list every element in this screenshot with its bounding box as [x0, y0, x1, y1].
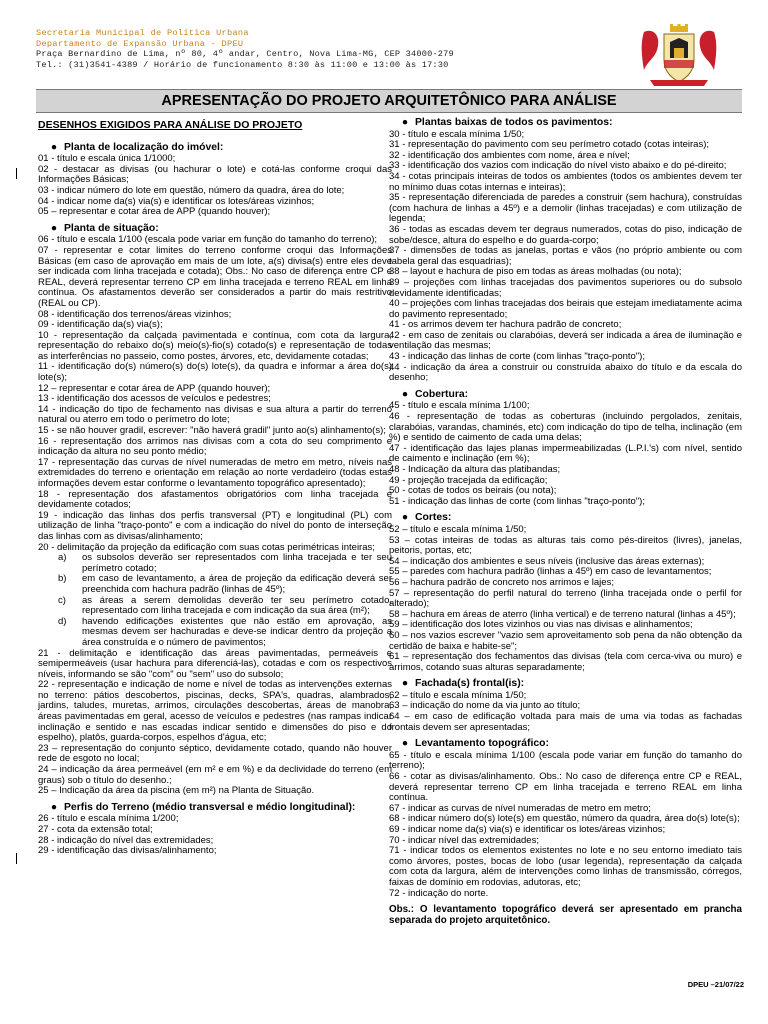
list-item: 34 - cotas principais inteiras de todos os ambientes (todos os ambientes devem ter no mínimo duas cotas internas e inteiras);: [389, 170, 742, 193]
text-cursor-mark: [16, 168, 17, 179]
list-item: 60 – nos vazios escrever "vazio sem aproveitamento sob pena da não obtenção da certidão de baixa e habite-se";: [389, 629, 742, 652]
list-item: 19 - indicação das linhas dos perfis transversal (PT) e longitudinal (PL) com utilização de linha "traço-ponto" e com a indicação do nível do ponto de interseção das linhas com as divisas/alinhamento;: [38, 509, 392, 542]
section-planta-situacao: ● Planta de situação:: [38, 224, 392, 235]
list-item: 47 - identificação das lajes planas impermeabilizadas (L.P.I.'s) com nível, sentido de caimento e inclinação (em %);: [389, 442, 742, 465]
list-item: 09 - identificação da(s) via(s);: [38, 319, 163, 331]
list-item: 02 - destacar as divisas (ou hachurar o lote) e cotá-las conforme croqui das Informações Básicas;: [38, 163, 392, 186]
list-item: 70 - indicar nível das extremidades;: [389, 834, 539, 846]
list-item: 18 - representação dos afastamentos obrigatórios com linha tracejada e devidamente cotados;: [38, 488, 392, 511]
bullet-icon: ●: [401, 678, 409, 690]
list-item: 30 - título e escala mínima 1/50;: [389, 128, 525, 140]
list-item: 26 - título e escala mínima 1/200;: [38, 813, 179, 825]
list-item: 64 – em caso de edificação voltada para mais de uma via todas as fachadas frontais devem ser apresentadas;: [389, 711, 742, 733]
list-item: 69 - indicar nome da(s) via(s) e identificar os lotes/áreas vizinhos;: [389, 824, 666, 835]
list-item: 07 - representar e cotar limites do terreno conforme croqui das Informações Básicas (em caso de aprovação em mais de um lote, a(s) divisa(s) entre eles deve ser indicada com linha tracejada e cotada); Obs.: No caso de diferença entre CP e REAL, deverá representar terreno CP em linha tracejada e terreno REAL em linha contínua. Os afastamentos deverão ser considerados a partir do mais restritivo (REAL ou CP).: [38, 244, 392, 309]
list-item: 68 - indicar número do(s) lote(s) em questão, número da quadra, área do(s) lote(s);: [389, 813, 740, 825]
left-column: [38, 118, 392, 857]
list-item: 31 - representação do pavimento com seu perímetro cotado (cotas inteiras);: [389, 139, 709, 151]
list-item: 56 – hachura padrão de concreto nos arrimos e lajes;: [389, 576, 614, 588]
list-item: 58 – hachura em áreas de aterro (linha vertical) e de terreno natural (linhas a 45º);: [389, 608, 736, 620]
bullet-icon: ●: [401, 388, 409, 400]
sub-item-c: c) as áreas a serem demolidas deverão ter seu perímetro cotado, representado com linha tracejada e com indicação da sua área (m²);: [58, 594, 392, 617]
list-item: 46 - representação de todas as coberturas (incluindo pergolados, zenitais, clarabóias, varandas, chaminés, etc) com indicação do tipo de telha, inclinação (em %) e sentido de caimento de cada uma delas;: [389, 411, 742, 444]
list-item: 12 – representar e cotar área de APP (quando houver);: [38, 382, 271, 394]
list-item: 08 - identificação dos terrenos/áreas vizinhos;: [38, 308, 232, 320]
list-item: 20 - delimitação da projeção da edificação com suas cotas perimétricas inteiras;: [38, 541, 375, 553]
sub-item-a: a) os subsolos deverão ser representados com linha tracejada e ter seu perímetro cotado;: [58, 552, 392, 574]
document-title: APRESENTAÇÃO DO PROJETO ARQUITETÔNICO PARA ANÁLISE: [36, 89, 742, 113]
list-item: 35 - representação diferenciada de paredes a construir (sem hachura), construídas (com hachura de linhas a 45º) e a demolir (linhas tracejadas) e com utilização de legenda;: [389, 192, 742, 225]
section-fachadas: ● Fachada(s) frontal(is):: [389, 679, 742, 690]
section-perfis-terreno: ● Perfis do Terreno (médio transversal e médio longitudinal):: [38, 803, 392, 814]
list-item: 10 - representação da calçada pavimentada e contínua, com cota da largura, representação do rebaixo do(s) meio(s)-fio(s) cotado(s) e representação de todas as interferências no passeio, como postes, árvores, etc, devidamente cotadas;: [38, 329, 392, 362]
list-item: 22 - representação e indicação de nome e nível de todas as intervenções externas no terreno: pátios descobertos, piscinas, decks, SPA's, quadras, alambrados, jardins, taludes, muretas, arrimos, circulações descobertas, áreas de manobra, áreas pavimentadas em geral, acesso de veículos e pedestres (nas rampas indicar inclinação e sentido e nas escadas indicar sentido e dimensões do piso e do espelho), platôs, guarda-corpos, espelhos d'água, etc;: [38, 679, 392, 744]
topographic-note: Obs.: O levantamento topográfico deverá ser apresentado em prancha separada do projeto arquitetônico.: [389, 904, 742, 926]
list-item: 39 – projeções com linhas tracejadas dos pavimentos superiores ou do subsolo devidamente identificadas;: [389, 276, 742, 299]
list-item: 03 - indicar número do lote em questão, número da quadra, área do lote;: [38, 184, 345, 196]
header-secretaria: Secretaria Municipal de Política Urbana: [36, 28, 249, 38]
list-item: 24 – indicação da área permeável (em m² e em %) e da declividade do terreno (em graus) sob o título do desenho.;: [38, 764, 392, 786]
list-item: 28 - indicação do nível das extremidades;: [38, 834, 214, 846]
footer-revision: DPEU –21/07/22: [687, 980, 744, 989]
list-item: 55 – paredes com hachura padrão (linhas a 45º) em caso de levantamentos;: [389, 566, 712, 578]
section-cobertura: ● Cobertura:: [389, 390, 742, 401]
list-item: 67 - indicar as curvas de nível numeradas de metro em metro;: [389, 802, 651, 814]
list-item: 17 - representação das curvas de nível numeradas de metro em metro, níveis nas extremidades do terreno e orientação em relação ao norte verdadeiro (todas estas informações devem estar conforme o levantamento topográfico apresentado);: [38, 456, 392, 489]
list-item: 72 - indicação do norte.: [389, 887, 489, 899]
list-item: 40 – projeções com linhas tracejadas dos beirais que estejam imediatamente acima do pavimento representado;: [389, 298, 742, 320]
list-item: 16 - representação dos arrimos nas divisas com a cota do seu comprimento e indicação da altura no seu ponto médio;: [38, 435, 392, 458]
bullet-icon: ●: [50, 141, 58, 153]
list-item: 13 - identificação dos acessos de veículos e pedestres;: [38, 393, 271, 405]
list-item: 42 - em caso de zenitais ou clarabóias, deverá ser indicada a área de iluminação e ventilação das mesmas;: [389, 329, 742, 352]
list-item: 48 - Indicação da altura das platibandas;: [389, 464, 561, 475]
letterhead: [36, 28, 636, 70]
bullet-icon: ●: [401, 117, 409, 128]
list-item: 33 - identificação dos vazios com indicação do nível visto abaixo e do pé-direito;: [389, 160, 727, 172]
header-department: Departamento de Expansão Urbana - DPEU: [36, 38, 244, 49]
list-item: 57 – representação do perfil natural do terreno (linha tracejada onde o perfil for alterado);: [389, 587, 742, 610]
list-item: 53 – cotas inteiras de todas as alturas tais como pés-direitos (livres), janelas, peitoris, portas, etc;: [389, 534, 742, 557]
list-item: 29 - identificação das divisas/alinhamento;: [38, 845, 217, 857]
list-item: 62 – título e escala mínima 1/50;: [389, 689, 527, 701]
list-item: 27 - cota da extensão total;: [38, 824, 153, 835]
list-item: 06 - título e escala 1/100 (escala pode variar em função do tamanho do terreno);: [38, 234, 378, 246]
header-phone-hours: Tel.: (31)3541-4389 / Horário de funcionamento 8:30 às 11:00 e 13:00 às 17:30: [36, 59, 449, 70]
list-item: 45 - título e escala mínima 1/100;: [389, 400, 530, 412]
section-plantas-baixas: ● Plantas baixas de todos os pavimentos:: [389, 118, 742, 129]
list-item: 04 - indicar nome da(s) via(s) e identificar os lotes/áreas vizinhos;: [38, 195, 315, 207]
list-item: 38 – layout e hachura de piso em todas as áreas molhadas (ou nota);: [389, 266, 682, 278]
list-item: 44 - indicação da área a construir ou construída abaixo do título e da escala do desenho;: [389, 361, 742, 384]
list-item: 43 - indicação das linhas de corte (com linhas "traço-ponto");: [389, 351, 645, 363]
list-item: 49 - projeção tracejada da edificação;: [389, 474, 548, 486]
list-item: 66 - cotar as divisas/alinhamento. Obs.: No caso de diferença entre CP e REAL, deverá representar terreno CP em linha tracejada e terreno REAL em linha contínua.: [389, 771, 742, 804]
list-item: 50 - cotas de todos os beirais (ou nota);: [389, 485, 557, 497]
list-item: 37 - dimensões de todas as janelas, portas e vãos (no próprio ambiente ou com tabela geral das esquadrias);: [389, 245, 742, 267]
list-item: 63 – indicação do nome da via junto ao título;: [389, 700, 581, 712]
list-item: 52 – título e escala mínima 1/50;: [389, 523, 527, 535]
list-item: 71 - indicar todos os elementos existentes no lote e no seu entorno imediato tais como árvores, postes, bocas de lobo (usar legenda), representação da calçada com cota da largura, além de intervenções como linhas de transmissão, córregos, faixas de domínio em rodovias, adutoras, etc;: [389, 845, 742, 888]
header-address: Praça Bernardino de Lima, nº 80, 4º andar, Centro, Nova Lima-MG, CEP 34000-279: [36, 49, 454, 60]
right-column: [389, 118, 742, 926]
list-item: 41 - os arrimos devem ter hachura padrão de concreto;: [389, 319, 622, 331]
section-levantamento-topografico: ● Levantamento topográfico:: [389, 739, 742, 750]
list-item: 32 - identificação dos ambientes com nome, área e nível;: [389, 149, 630, 161]
list-item: 01 - título e escala única 1/1000;: [38, 153, 176, 165]
section-cortes: ● Cortes:: [389, 513, 742, 524]
section-heading: DESENHOS EXIGIDOS PARA ANÁLISE DO PROJETO: [38, 119, 303, 131]
list-item: 11 - identificação do(s) número(s) do(s) lote(s), da quadra e informar a área do(s) lote(s);: [38, 361, 392, 384]
sub-item-d: d) havendo edificações existentes que não estão em aprovação, as mesmas devem ser hachuradas e deve-se indicar dentro da projeção a área construída e o número de pavimentos;: [58, 615, 392, 648]
list-item: 51 - indicação das linhas de corte (com linhas "traço-ponto");: [389, 495, 645, 507]
list-item: 23 – representação do conjunto séptico, devidamente cotado, quando não houver rede de esgoto no local;: [38, 742, 392, 765]
list-item: 25 – Indicação da área da piscina (em m²) na Planta de Situação.: [38, 785, 315, 797]
text-cursor-mark: [16, 853, 17, 864]
section-planta-localizacao: ● Planta de localização do imóvel:: [38, 143, 392, 154]
list-item: 65 - título e escala mínima 1/100 (escala pode variar em função do tamanho do terreno);: [389, 749, 742, 772]
list-item: 36 - todas as escadas devem ter degraus numerados, cotas do piso, indicação de sobe/desce, altura do espelho e do guarda-corpo;: [389, 223, 742, 246]
bullet-icon: ●: [401, 512, 409, 524]
list-item: 15 - se não houver gradil, escrever: "não haverá gradil" junto ao(s) alinhamento(s);: [38, 425, 386, 437]
bullet-icon: ●: [401, 738, 409, 750]
list-item: 21 - delimitação e identificação das áreas pavimentadas, permeáveis e semipermeáveis (usar hachura para diferenciá-las), cotadas e com os respectivos níveis, informando se são "com" ou "sem" uso do subsolo;: [38, 647, 392, 680]
city-coat-of-arms-icon: [638, 24, 720, 88]
list-item: 59 – identificação dos lotes vizinhos ou vias nas divisas e alinhamentos;: [389, 619, 693, 631]
sub-item-b: b) em caso de levantamento, a área de projeção da edificação deverá ser preenchida com hachura padrão (linhas de 45º);: [58, 573, 392, 595]
list-item: 05 – representar e cotar área de APP (quando houver);: [38, 206, 271, 218]
list-item: 54 – indicação dos ambientes e seus níveis (inclusive das áreas externas);: [389, 555, 705, 567]
list-item: 14 - indicação do tipo de fechamento nas divisas e sua altura a partir do terreno natural ou aterro em todo o perímetro do lote;: [38, 403, 392, 426]
list-item: 61 – representação dos fechamentos das divisas (tela com cerca-viva ou muro) e arrimos, cotando suas alturas separadamente;: [389, 651, 742, 673]
bullet-icon: ●: [50, 801, 58, 813]
bullet-icon: ●: [50, 222, 58, 234]
